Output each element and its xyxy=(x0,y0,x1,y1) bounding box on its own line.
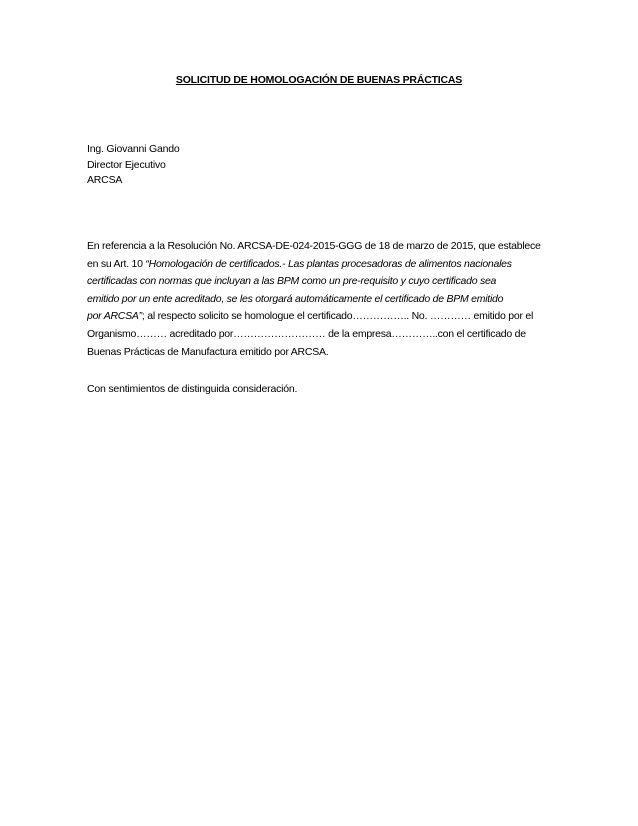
body-line-2-text: en su Art. 10 xyxy=(87,257,146,270)
body-line-4-quote: emitido por un ente acreditado, se les otorgará automáticamente el certificado de BPM emitido xyxy=(87,292,504,305)
body-line-5-text: ; al respecto solicito se homologue el certificado…………….. No. ………… emitido por el xyxy=(141,310,534,323)
body-line-2-quote: “Homologación de certificados.- Las plantas procesadoras de alimentos nacionales xyxy=(145,257,512,270)
body-paragraph xyxy=(87,238,557,361)
body-line-3-quote: certificadas con normas que incluyan a las BPM como un pre-requisito y cuyo certificado sea xyxy=(87,275,497,288)
addressee-block xyxy=(87,142,180,189)
addressee-organization: ARCSA xyxy=(87,174,123,186)
closing-line: Con sentimientos de distinguida consideración. xyxy=(87,383,298,395)
body-line-1: En referencia a la Resolución No. ARCSA-DE-024-2015-GGG de 18 de marzo de 2015, que establece xyxy=(87,240,541,252)
body-line-2 xyxy=(87,256,557,274)
body-line-4 xyxy=(87,291,557,309)
body-line-3 xyxy=(87,273,557,291)
document-title: SOLICITUD DE HOMOLOGACIÓN DE BUENAS PRÁCTICAS xyxy=(175,74,463,86)
body-line-7: Buenas Prácticas de Manufactura emitido por ARCSA. xyxy=(87,345,329,358)
addressee-name: Ing. Giovanni Gando xyxy=(87,143,180,155)
body-line-5-quote: por ARCSA” xyxy=(87,310,142,323)
body-line-6: Organismo……… acreditado por……………………… de la empresa…………..con el certificado de xyxy=(87,327,526,340)
addressee-position: Director Ejecutivo xyxy=(87,158,166,171)
body-line-5 xyxy=(87,308,557,326)
